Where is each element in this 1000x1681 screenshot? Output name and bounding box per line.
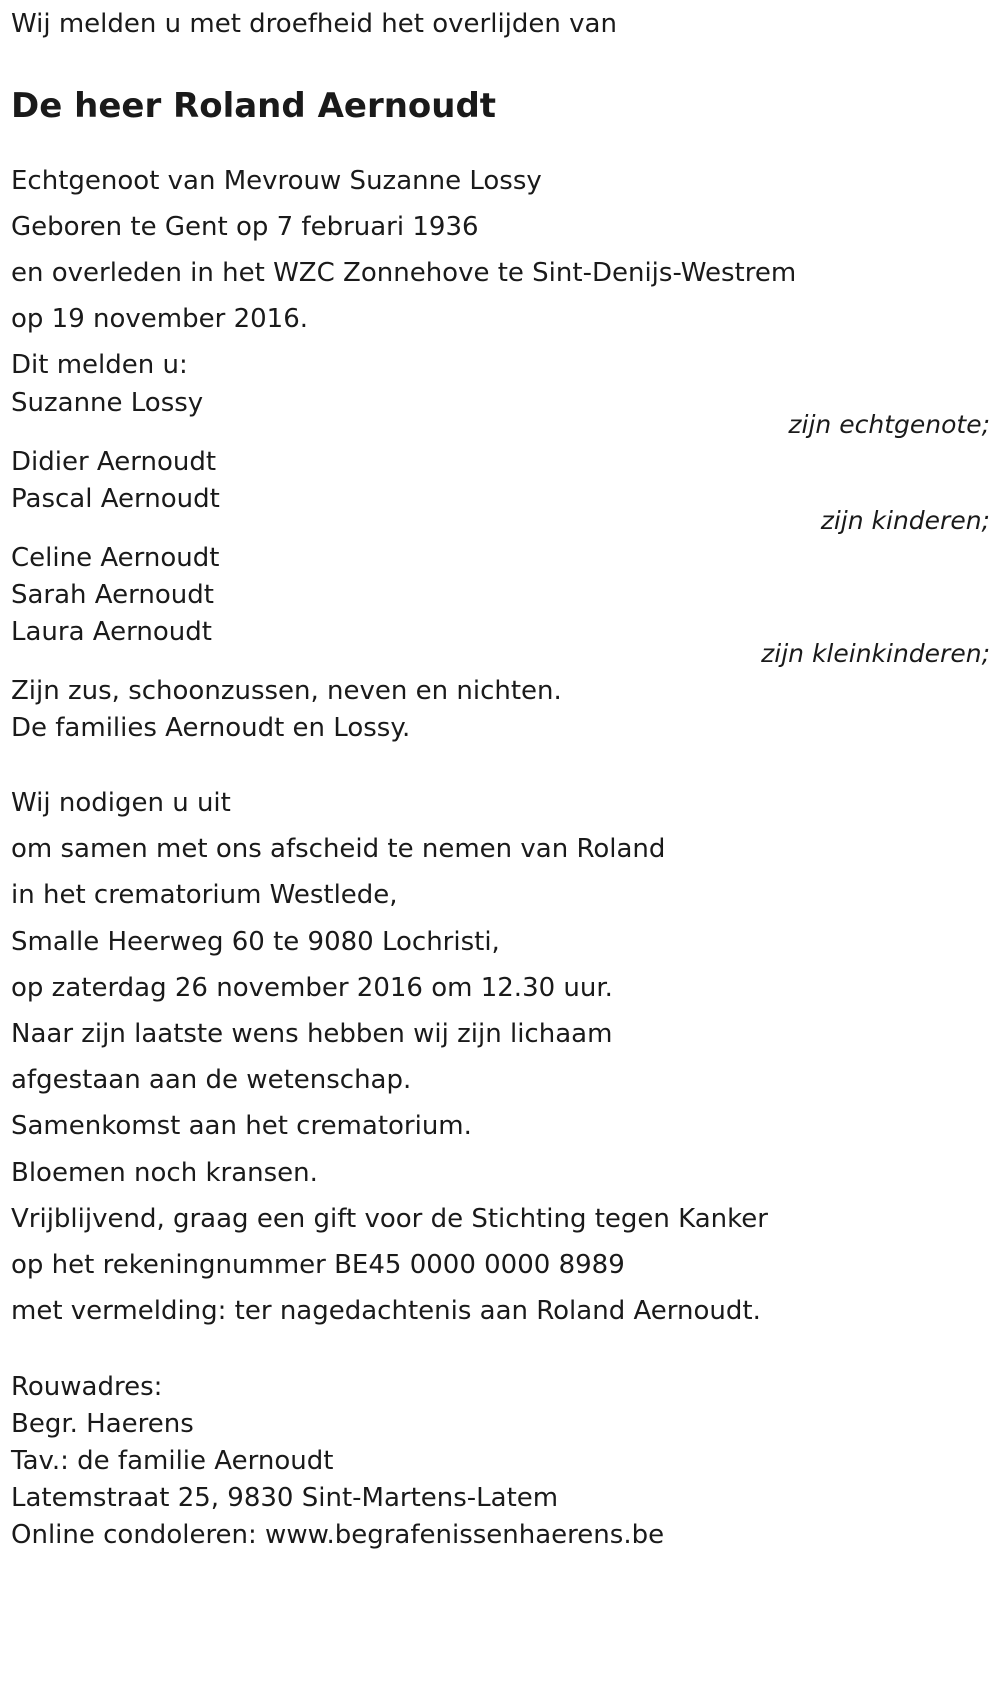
family-member-name: Didier Aernoudt bbox=[11, 447, 217, 477]
relation-label: zijn kinderen; bbox=[820, 506, 990, 535]
family-member-name: Pascal Aernoudt bbox=[11, 484, 220, 514]
invitation-line: Wij nodigen u uit bbox=[11, 788, 231, 818]
funeral-home-name: Begr. Haerens bbox=[11, 1409, 194, 1439]
invitation-line: Smalle Heerweg 60 te 9080 Lochristi, bbox=[11, 927, 500, 957]
invitation-line: Naar zijn laatste wens hebben wij zijn lichaam bbox=[11, 1019, 613, 1049]
invitation-line: op zaterdag 26 november 2016 om 12.30 uur. bbox=[11, 973, 613, 1003]
relation-label: zijn echtgenote; bbox=[788, 410, 990, 439]
invitation-line: op het rekeningnummer BE45 0000 0000 8989 bbox=[11, 1250, 625, 1280]
bio-line: op 19 november 2016. bbox=[11, 304, 309, 334]
intro-text: Wij melden u met droefheid het overlijden van bbox=[11, 9, 617, 39]
relation-label: zijn kleinkinderen; bbox=[761, 639, 990, 668]
attention-line: Tav.: de familie Aernoudt bbox=[11, 1446, 334, 1476]
address-label: Rouwadres: bbox=[11, 1372, 163, 1402]
online-condolence-link[interactable]: Online condoleren: www.begrafenissenhaerens.be bbox=[11, 1520, 665, 1550]
extended-family-line: Zijn zus, schoonzussen, neven en nichten. bbox=[11, 676, 562, 706]
invitation-line: afgestaan aan de wetenschap. bbox=[11, 1065, 412, 1095]
invitation-line: in het crematorium Westlede, bbox=[11, 880, 398, 910]
bio-line: Echtgenoot van Mevrouw Suzanne Lossy bbox=[11, 166, 542, 196]
family-member-name: Celine Aernoudt bbox=[11, 543, 220, 573]
family-member-name: Laura Aernoudt bbox=[11, 617, 212, 647]
deceased-name-title: De heer Roland Aernoudt bbox=[11, 86, 497, 126]
bio-line: Geboren te Gent op 7 februari 1936 bbox=[11, 212, 479, 242]
street-address: Latemstraat 25, 9830 Sint-Martens-Latem bbox=[11, 1483, 559, 1513]
invitation-line: Bloemen noch kransen. bbox=[11, 1158, 318, 1188]
invitation-line: met vermelding: ter nagedachtenis aan Roland Aernoudt. bbox=[11, 1296, 761, 1326]
invitation-line: om samen met ons afscheid te nemen van Roland bbox=[11, 834, 666, 864]
announced-by-label: Dit melden u: bbox=[11, 350, 188, 380]
family-member-name: Sarah Aernoudt bbox=[11, 580, 214, 610]
invitation-line: Vrijblijvend, graag een gift voor de Stichting tegen Kanker bbox=[11, 1204, 768, 1234]
family-member-name: Suzanne Lossy bbox=[11, 388, 204, 418]
invitation-line: Samenkomst aan het crematorium. bbox=[11, 1111, 472, 1141]
bio-line: en overleden in het WZC Zonnehove te Sint-Denijs-Westrem bbox=[11, 258, 797, 288]
extended-family-line: De families Aernoudt en Lossy. bbox=[11, 713, 411, 743]
